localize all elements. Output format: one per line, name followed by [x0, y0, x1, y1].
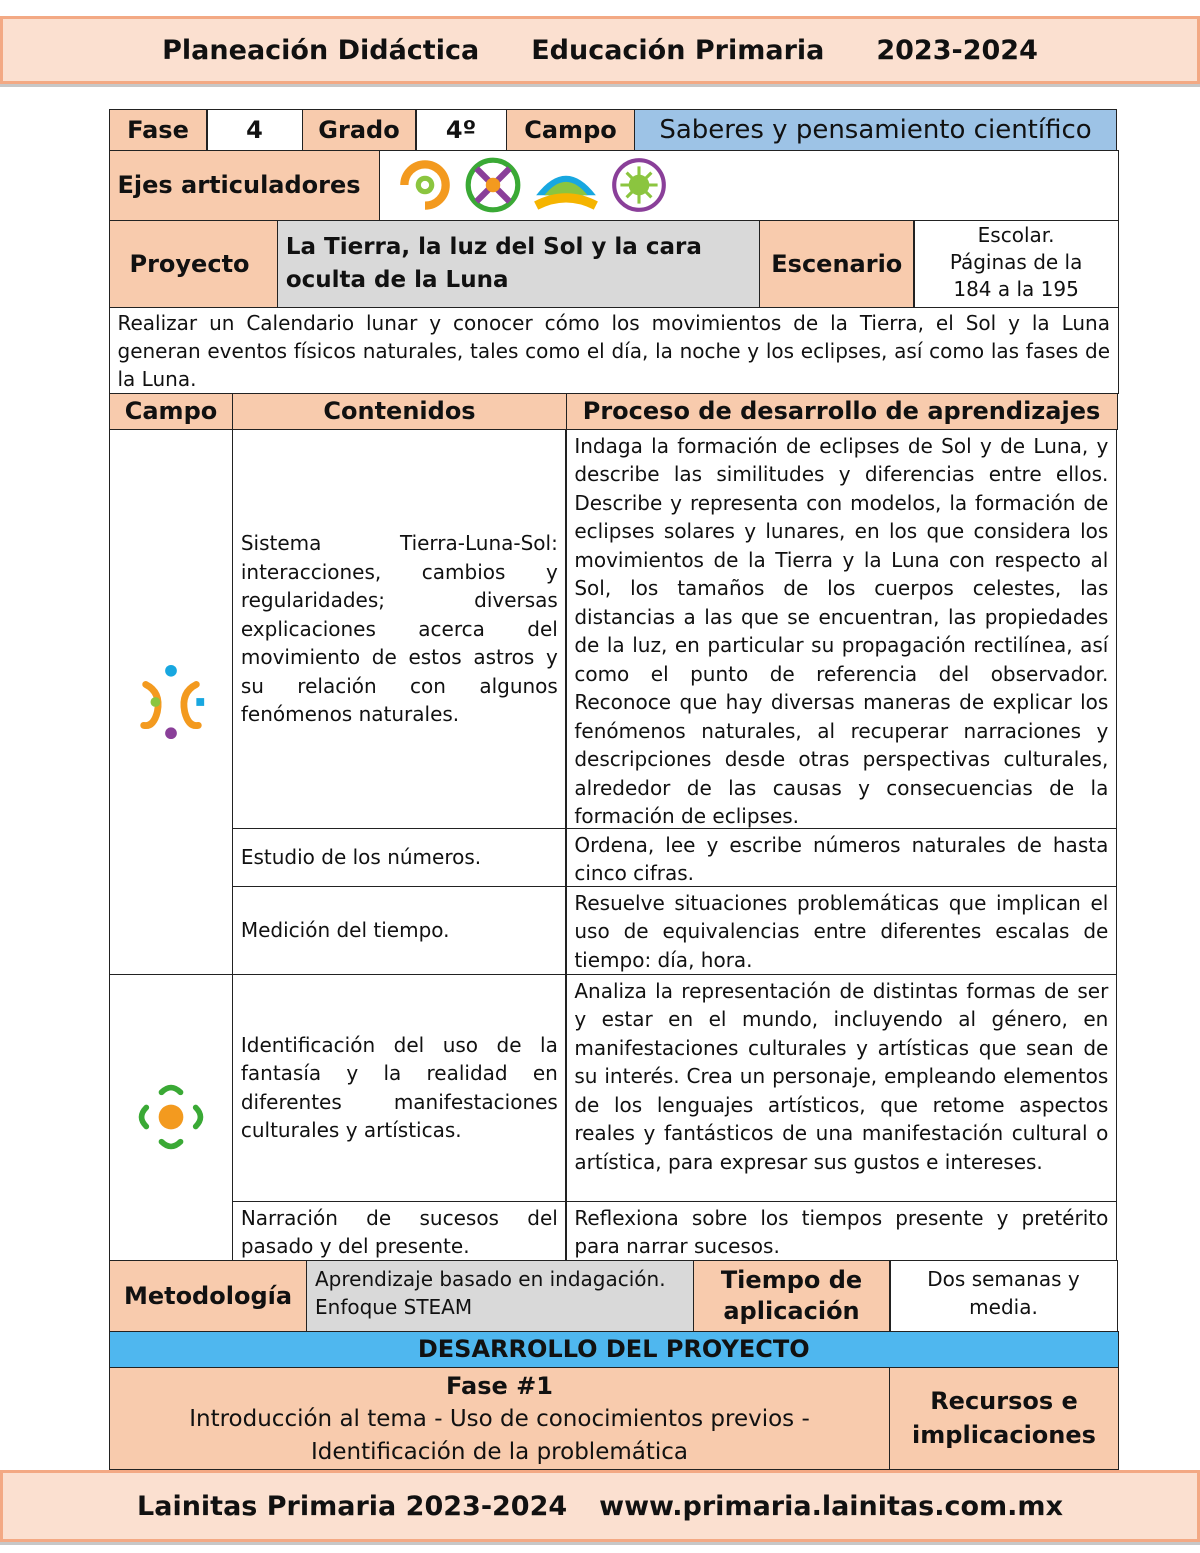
- header-banner: [0, 16, 1200, 84]
- desarrollo-title: DESARROLLO DEL PROYECTO: [109, 1331, 1120, 1369]
- escenario-line-1: Escolar.: [977, 222, 1055, 247]
- fase-title: Fase #1: [446, 1371, 553, 1400]
- metodologia-value: [306, 1260, 694, 1333]
- proceso-3: Resuelve situaciones problemáticas que implican el uso de equivalencias entre diferentes escalas de tiempo: día, hora.: [565, 886, 1117, 976]
- grado-label: Grado: [302, 109, 417, 152]
- fase-desc-2: Identificación de la problemática: [310, 1438, 688, 1465]
- saberes-campo-icon: [132, 663, 210, 741]
- contenido-4-text: Identificación del uso de la fantasía y la realidad en diferentes manifestaciones culturales y artísticas.: [240, 1032, 558, 1143]
- col-contenidos: Contenidos: [232, 393, 567, 431]
- planning-table: [110, 110, 1119, 1470]
- contenido-5: Narración de sucesos del pasado y del presente.: [232, 1201, 567, 1262]
- humano-comunitario-icon: [133, 1079, 209, 1155]
- proyecto-label: Proyecto: [109, 220, 279, 309]
- recursos-label: Recursos e implicaciones: [889, 1367, 1119, 1471]
- metodologia-line-2: Enfoque STEAM: [315, 1294, 473, 1319]
- vida-saludable-icon: [530, 154, 602, 216]
- metodologia-line-1: Aprendizaje basado en indagación.: [315, 1266, 666, 1291]
- tiempo-value: Dos semanas y media.: [889, 1260, 1118, 1333]
- contenido-1-text: Sistema Tierra-Luna-Sol: interacciones, cambios y regularidades; diversas explicaciones acerca del movimiento de estos astros y su relación con algunos fenómenos naturales.: [240, 531, 558, 726]
- campo-label: Campo: [506, 109, 636, 152]
- interculturalidad-icon: [462, 154, 524, 216]
- contenido-1: [232, 429, 567, 830]
- col-campo: Campo: [109, 393, 234, 431]
- fase-label: Fase: [109, 109, 208, 152]
- header-year: 2023-2024: [876, 34, 1038, 66]
- tiempo-label: Tiempo de aplicación: [693, 1260, 891, 1333]
- project-description: Realizar un Calendario lunar y conocer cómo los movimientos de la Tierra, el Sol y la Luna generan eventos físicos naturales, tales como el día, la noche y los eclipses, así como las fases de la Luna.: [109, 307, 1120, 395]
- campo-saberes-cell: [109, 429, 234, 976]
- proceso-1: Indaga la formación de eclipses de Sol y de Luna, y describe las similitudes y diferencias entre ellos. Describe y representa con modelos, la formación de eclipses solares y lunares, en los que considera los movimientos de la Tierra y la Luna con respecto al Sol, los tamaños de los cuerpos celestes, las distancias a las que se encuentran, las propiedades de la luz, en particular su propagación rectilínea, así como el punto de referencia del observador. Reconoce que hay diversas maneras de explicar los fenómenos naturales, al recuperar narraciones y descripciones desde otras perspectivas culturales, alrededor de las causas y consecuencias de la formación de eclipses.: [565, 429, 1117, 830]
- proceso-4: Analiza la representación de distintas formas de ser y estar en el mundo, incluyendo al género, en manifestaciones culturales y artísticas que sean de su interés. Crea un personaje, empleando elementos de los lenguajes artísticos, que retome aspectos reales y fantásticos de una manifestación cultural o artística, para expresar sus gustos e intereses.: [565, 974, 1117, 1203]
- footer-url[interactable]: www.primaria.lainitas.com.mx: [599, 1490, 1063, 1522]
- ejes-label: Ejes articuladores: [109, 150, 381, 222]
- footer-brand: Lainitas Primaria 2023-2024: [137, 1490, 568, 1522]
- contenido-4: [232, 974, 567, 1203]
- grado-value: 4º: [415, 109, 507, 152]
- header-title: Planeación Didáctica: [162, 34, 480, 66]
- proceso-2: Ordena, lee y escribe números naturales de hasta cinco cifras.: [565, 828, 1117, 888]
- escenario-line-2: Páginas de la: [949, 249, 1083, 274]
- proceso-5: Reflexiona sobre los tiempos presente y pretérito para narrar sucesos.: [565, 1201, 1117, 1262]
- ejes-icons: [379, 150, 1119, 222]
- campo-value: Saberes y pensamiento científico: [634, 109, 1117, 152]
- col-proceso: Proceso de desarrollo de aprendizajes: [566, 393, 1118, 431]
- escenario-line-3: 184 a la 195: [953, 276, 1079, 301]
- pensamiento-critico-icon: [608, 154, 670, 216]
- escenario-value: [913, 220, 1119, 309]
- contenido-3: Medición del tiempo.: [232, 886, 567, 976]
- header-level: Educación Primaria: [531, 34, 825, 66]
- fase-block: [109, 1367, 891, 1471]
- escenario-label: Escenario: [759, 220, 915, 309]
- fase-value: 4: [206, 109, 303, 152]
- proyecto-value: La Tierra, la luz del Sol y la cara oculta de la Luna: [277, 220, 761, 309]
- contenido-2: Estudio de los números.: [232, 828, 567, 888]
- fase-desc-1: Introducción al tema - Uso de conocimientos previos -: [189, 1405, 810, 1432]
- footer-banner: [0, 1470, 1200, 1542]
- campo-humano-cell: [109, 974, 234, 1262]
- metodologia-label: Metodología: [109, 1260, 308, 1333]
- inclusion-icon: [394, 154, 456, 216]
